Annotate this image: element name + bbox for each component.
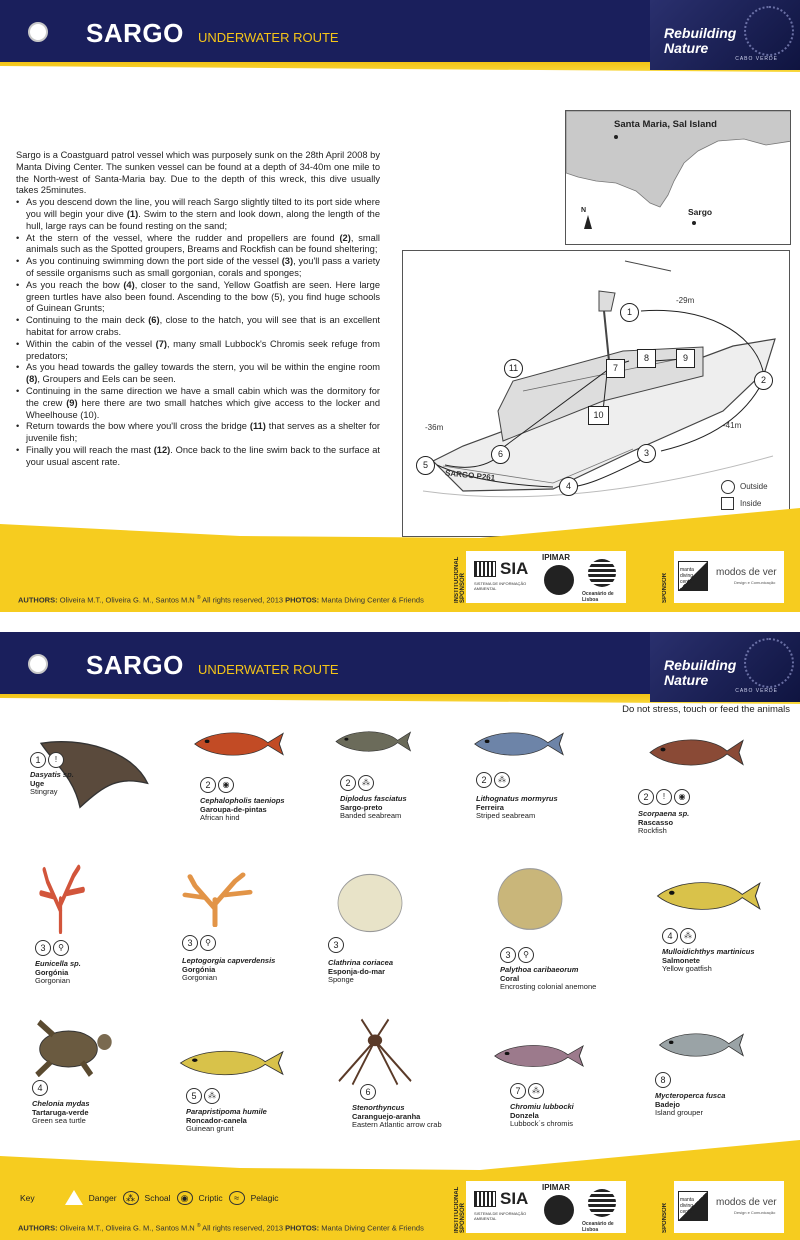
criptic-icon: ◉ xyxy=(218,777,234,793)
legend-inside: Inside xyxy=(740,499,762,508)
route-step-text: Continuing in the same direction we have a small cabin which was the dormitory for the crew xyxy=(26,385,380,408)
modos-logo: modos de ver xyxy=(716,567,777,578)
authors: Oliveira M.T., Oliveira G. M., Santos M.N xyxy=(59,595,195,604)
manta-logo: manta diving center xyxy=(680,567,694,585)
species-badge xyxy=(655,1072,671,1088)
species-number: 2 xyxy=(200,777,216,793)
institutional-label: INSTITUCIONAL SPONSOR xyxy=(454,556,466,603)
footer xyxy=(0,1175,800,1240)
species-badge xyxy=(328,937,344,953)
brand-line2: Nature xyxy=(664,672,709,688)
species-photo xyxy=(655,1025,745,1065)
page-subtitle: UNDERWATER ROUTE xyxy=(198,662,339,677)
species-label xyxy=(340,795,407,821)
species-label xyxy=(182,957,275,983)
species-local-name: Tartaruga-verde xyxy=(32,1107,89,1117)
school-icon: ⁂ xyxy=(494,772,510,788)
sponsor-label: SPONSOR xyxy=(662,572,668,603)
species-badge xyxy=(32,1080,48,1096)
authors-label: AUTHORS: xyxy=(18,1223,58,1232)
species-local-name: Rascasso xyxy=(638,817,674,827)
modos-sub: Design e Comunicação xyxy=(734,1210,776,1215)
species-photo xyxy=(28,864,93,934)
legend-key xyxy=(20,1190,279,1205)
species-scientific-name: Leptogorgia capverdensis xyxy=(182,956,276,965)
species-number: 3 xyxy=(35,940,51,956)
species-badge xyxy=(35,940,69,956)
species-badge xyxy=(186,1088,220,1104)
key-danger: Danger xyxy=(88,1192,117,1203)
species-badge xyxy=(500,947,534,963)
species-common-name: Lubbock´s chromis xyxy=(510,1119,573,1128)
route-point: 3 xyxy=(637,444,656,463)
route-step-text: . Once back to the line swim back to the surface at your usual ascent rate. xyxy=(26,444,381,467)
brand-line2: Nature xyxy=(664,40,709,56)
oceanario-emblem-icon xyxy=(588,559,616,587)
species-local-name: Uge xyxy=(30,778,45,788)
map-wreck-label: Sargo xyxy=(688,207,713,217)
school-icon: ⁂ xyxy=(358,775,374,791)
species-scientific-name: Mycteroperca fusca xyxy=(655,1091,726,1100)
route-step-number: (8) xyxy=(26,374,38,385)
species-label xyxy=(352,1104,442,1130)
hull-name: SARGO P261 xyxy=(444,468,496,483)
rights: All rights reserved, 2013 xyxy=(202,1223,284,1232)
species-scientific-name: Dasyatis sp. xyxy=(30,770,74,779)
species-local-name: Salmonete xyxy=(662,955,700,965)
cabin-point: 10 xyxy=(588,406,609,425)
species-number: 2 xyxy=(476,772,492,788)
species-label xyxy=(655,1092,725,1118)
species-badge xyxy=(662,928,696,944)
cabin-point: 9 xyxy=(676,349,695,368)
pelagic-icon: ⚲ xyxy=(518,947,534,963)
depth-label: -36m xyxy=(425,423,444,432)
route-step xyxy=(16,386,380,421)
species-photo xyxy=(190,724,285,764)
brand-pattern-icon xyxy=(744,638,794,688)
route-point: 5 xyxy=(416,456,435,475)
route-step-text: , you'll pass a variety of sessile organisms such as small gorgonian, corals and sponges; xyxy=(26,256,380,278)
species-label xyxy=(638,810,689,836)
species-badge xyxy=(638,789,690,805)
species-badge xyxy=(340,775,374,791)
species-number: 3 xyxy=(182,935,198,951)
header-dot-icon xyxy=(28,22,48,42)
photos: Manta Diving Center & Friends xyxy=(321,1223,424,1232)
species-number: 2 xyxy=(340,775,356,791)
danger-icon xyxy=(65,1190,83,1205)
key-criptic: Criptic xyxy=(198,1192,223,1203)
route-step-text: Return towards the bow where you'll cross the bridge xyxy=(26,421,250,432)
school-icon: ⁂ xyxy=(123,1191,139,1205)
modos-sub: Design e Comunicação xyxy=(734,580,776,585)
route-step-number: (1) xyxy=(126,208,139,219)
brand-logo xyxy=(650,632,800,702)
route-step-text: Continuing to the main deck xyxy=(26,315,149,326)
species-label xyxy=(500,966,596,992)
route-step-text: , Groupers and Eels can be seen. xyxy=(37,374,176,385)
route-step-text: Within the cabin of the vessel xyxy=(26,338,156,349)
species-scientific-name: Scorpaena sp. xyxy=(638,809,690,818)
species-badge xyxy=(476,772,510,788)
route-point: 4 xyxy=(559,477,578,496)
species-label xyxy=(510,1103,574,1129)
school-icon: ⁂ xyxy=(204,1088,220,1104)
species-common-name: Island grouper xyxy=(655,1108,703,1117)
criptic-icon: ◉ xyxy=(674,789,690,805)
species-common-name: Yellow goatfish xyxy=(662,964,712,973)
pelagic-icon: ⚲ xyxy=(53,940,69,956)
species-badge xyxy=(30,752,64,768)
species-scientific-name: Chelonia mydas xyxy=(32,1099,90,1108)
sponsors xyxy=(674,551,784,603)
route-step-text: At the stern of the vessel, where the rudder and propellers are found xyxy=(26,232,340,243)
route-step xyxy=(16,339,380,363)
rights: All rights reserved, 2013 xyxy=(202,595,284,604)
island-shape xyxy=(566,111,791,245)
species-photo xyxy=(490,1037,585,1075)
species-common-name: Gorgonian xyxy=(182,973,218,982)
cabin-point: 8 xyxy=(637,349,656,368)
species-number: 8 xyxy=(655,1072,671,1088)
species-panel xyxy=(0,632,800,1240)
species-number: 4 xyxy=(662,928,678,944)
species-local-name: Caranguejo-aranha xyxy=(352,1111,421,1121)
panel-gap xyxy=(0,612,800,632)
wreck-diagram xyxy=(402,250,790,537)
route-step-text: Finally you will reach the mast xyxy=(26,444,154,455)
species-common-name: Rockfish xyxy=(638,826,667,835)
page-title: SARGO xyxy=(86,650,184,680)
species-number: 2 xyxy=(638,789,654,805)
species-photo xyxy=(652,872,762,920)
species-scientific-name: Parapristipoma humile xyxy=(186,1107,267,1116)
route-panel xyxy=(0,0,800,612)
sia-sub: SISTEMA DE INFORMAÇÃO AMBIENTAL xyxy=(474,581,527,591)
photos-label: PHOTOS: xyxy=(285,595,320,604)
page-subtitle: UNDERWATER ROUTE xyxy=(198,30,339,45)
route-step-text: As you descend down the line, you will reach Sargo slightly tilted to its port side where you will begin your dive xyxy=(26,197,380,219)
species-label xyxy=(662,948,755,974)
species-common-name: Gorgonian xyxy=(35,976,71,985)
species-label xyxy=(200,797,285,823)
route-step-text: that serves as a shelter for juvenile fish; xyxy=(26,421,380,444)
sponsors xyxy=(674,1181,784,1233)
north-arrow-label: N xyxy=(581,207,587,214)
route-step xyxy=(16,362,380,386)
species-label xyxy=(32,1100,90,1126)
brand-logo xyxy=(650,0,800,70)
species-number: 5 xyxy=(186,1088,202,1104)
route-step xyxy=(16,315,380,339)
brand-sub: CABO VERDE xyxy=(735,688,778,694)
intro-text: Sargo is a Coastguard patrol vessel which was purposely sunk on the 28th April 2008 by Manta Diving Center. The sunken vessel can be found at a depth of 34-40m one mile to the North-west of Santa-Maria bay. Due to the depth of this wreck, this dive usually takes 25minutes. xyxy=(16,150,380,196)
species-number: 6 xyxy=(360,1084,376,1100)
danger-icon: ! xyxy=(48,752,64,768)
ipimar-emblem-icon xyxy=(544,1195,574,1225)
route-step xyxy=(16,197,380,232)
school-icon: ⁂ xyxy=(528,1083,544,1099)
route-step xyxy=(16,445,380,469)
species-label xyxy=(186,1108,267,1134)
route-step-text: As you continuing swimming down the port side of the vessel xyxy=(26,256,282,267)
species-local-name: Sargo-preto xyxy=(340,802,383,812)
institutional-sponsors xyxy=(466,1181,626,1233)
institutional-sponsors xyxy=(466,551,626,603)
route-step-text: , closer to the sand, Yellow Goatfish are seen. Here large green turtles have also been found. Ascending to the bow (5), you find huge schools of Guinean Grunts; xyxy=(26,279,380,314)
credits: AUTHORS: Oliveira M.T., Oliveira G. M., Santos M.N ® All rights reserved, 2013 PHOTOS: Manta Diving Center & Friends xyxy=(18,594,424,604)
cabin-point: 7 xyxy=(606,359,625,378)
route-step-text: As you reach the bow xyxy=(26,279,124,290)
brand-line1: Rebuilding xyxy=(664,657,737,673)
route-step-number: (4) xyxy=(123,279,135,290)
legend-outside: Outside xyxy=(740,482,768,491)
map-place-label: Santa Maria, Sal Island xyxy=(614,119,717,130)
authors: Oliveira M.T., Oliveira G. M., Santos M.N xyxy=(59,1223,195,1232)
species-common-name: Sponge xyxy=(328,975,354,984)
depth-label: -41m xyxy=(723,421,742,430)
species-scientific-name: Chromiu lubbocki xyxy=(510,1102,574,1111)
species-common-name: Stingray xyxy=(30,787,58,796)
route-step-number: (9) xyxy=(66,397,78,408)
route-step xyxy=(16,280,380,315)
species-photo xyxy=(165,872,265,927)
species-photo xyxy=(175,1042,285,1084)
wreck-drawing xyxy=(403,251,790,537)
species-badge xyxy=(182,935,216,951)
species-common-name: Eastern Atlantic arrow crab xyxy=(352,1120,442,1129)
species-number: 3 xyxy=(328,937,344,953)
species-scientific-name: Diplodus fasciatus xyxy=(340,794,407,803)
species-scientific-name: Stenorthyncus xyxy=(352,1103,405,1112)
route-point: 2 xyxy=(754,371,773,390)
species-label xyxy=(30,771,74,797)
route-step-number: (12) xyxy=(153,444,171,455)
photos-label: PHOTOS: xyxy=(285,1223,320,1232)
species-number: 1 xyxy=(30,752,46,768)
sia-sub: SISTEMA DE INFORMAÇÃO AMBIENTAL xyxy=(474,1211,527,1221)
species-photo xyxy=(645,730,745,775)
species-number: 7 xyxy=(510,1083,526,1099)
species-number: 4 xyxy=(32,1080,48,1096)
sia-logo: SIA xyxy=(500,1189,529,1208)
photos: Manta Diving Center & Friends xyxy=(321,595,424,604)
route-step-text: here there are two small hatches which give access to the locker and Wheelhouse (10). xyxy=(26,397,380,420)
species-local-name: Garoupa-de-pintas xyxy=(200,804,267,814)
oceanario-logo: Oceanário de Lisboa xyxy=(582,591,614,603)
route-step-number: (11) xyxy=(249,421,266,432)
species-scientific-name: Mulloidichthys martinicus xyxy=(662,947,755,956)
school-icon: ⁂ xyxy=(680,928,696,944)
species-scientific-name: Clathrina coriacea xyxy=(328,958,394,967)
brand-line1: Rebuilding xyxy=(664,25,737,41)
ipimar-logo: IPIMAR xyxy=(542,1183,570,1192)
key-pelagic: Pelagic xyxy=(250,1192,279,1203)
route-point: 11 xyxy=(504,359,523,378)
route-step-text: As you head towards the galley towards the stern, you wil be within the engine room xyxy=(26,362,380,373)
key-schoal: Schoal xyxy=(144,1192,171,1203)
species-badge xyxy=(200,777,234,793)
species-local-name: Roncador-canela xyxy=(186,1115,247,1125)
route-step-number: (6) xyxy=(148,315,160,326)
ipimar-emblem-icon xyxy=(544,565,574,595)
legend-inside-icon xyxy=(721,497,734,510)
sponsor-label: SPONSOR xyxy=(662,1202,668,1233)
species-local-name: Coral xyxy=(500,973,520,983)
species-number: 3 xyxy=(500,947,516,963)
species-local-name: Badejo xyxy=(655,1099,681,1109)
species-badge xyxy=(360,1084,376,1100)
species-label xyxy=(476,795,558,821)
route-step-text: , close to the hatch, you will see that is an excellent habitat for arrow crabs. xyxy=(26,315,380,337)
legend-outside-icon xyxy=(721,480,735,494)
species-scientific-name: Palythoa caribaeorum xyxy=(500,965,579,974)
modos-logo: modos de ver xyxy=(716,1197,777,1208)
danger-icon: ! xyxy=(656,789,672,805)
brand-sub: CABO VERDE xyxy=(735,56,778,62)
brand-pattern-icon xyxy=(744,6,794,56)
route-steps xyxy=(16,197,380,468)
location-map xyxy=(565,110,791,245)
species-photo xyxy=(28,1017,118,1077)
route-step-text: , small animals such as the Spotted groupers, Breams and Rockfish can be found sheltering; xyxy=(26,232,380,255)
species-local-name: Ferreira xyxy=(476,802,504,812)
page-title: SARGO xyxy=(86,18,184,48)
authors-label: AUTHORS: xyxy=(18,595,58,604)
species-scientific-name: Eunicella sp. xyxy=(35,959,81,968)
species-local-name: Gorgónia xyxy=(35,967,69,977)
criptic-icon: ◉ xyxy=(177,1191,193,1205)
route-step-text: , many small Lubbock's Chromis seek refuge from predators; xyxy=(26,338,380,361)
sia-logo-icon xyxy=(474,561,496,577)
route-point: 1 xyxy=(620,303,639,322)
manta-logo: manta diving center xyxy=(680,1197,694,1215)
footer xyxy=(0,545,800,612)
species-photo xyxy=(332,724,412,759)
species-local-name: Donzela xyxy=(510,1110,539,1120)
oceanario-emblem-icon xyxy=(588,1189,616,1217)
species-photo xyxy=(330,1017,420,1087)
institutional-label: INSTITUCIONAL SPONSOR xyxy=(454,1186,466,1233)
route-description xyxy=(16,150,380,469)
species-local-name: Gorgónia xyxy=(182,964,216,974)
warning-note: Do not stress, touch or feed the animals xyxy=(622,704,790,715)
route-step-number: (7) xyxy=(155,338,167,349)
depth-label: -29m xyxy=(676,296,695,305)
route-point: 6 xyxy=(491,445,510,464)
route-step xyxy=(16,256,380,280)
species-common-name: Encrosting colonial anemone xyxy=(500,982,597,991)
species-badge xyxy=(510,1083,544,1099)
species-common-name: Banded seabream xyxy=(340,811,402,820)
species-common-name: Guinean grunt xyxy=(186,1124,234,1133)
sia-logo-icon xyxy=(474,1191,496,1207)
species-scientific-name: Lithognatus mormyrus xyxy=(476,794,558,803)
credits: AUTHORS: Oliveira M.T., Oliveira G. M., Santos M.N ® All rights reserved, 2013 PHOTOS: Manta Diving Center & Friends xyxy=(18,1222,424,1232)
species-photo xyxy=(490,864,570,934)
oceanario-logo: Oceanário de Lisboa xyxy=(582,1221,614,1233)
species-label xyxy=(328,959,393,985)
species-local-name: Esponja-do-mar xyxy=(328,966,386,976)
route-step xyxy=(16,421,380,445)
species-common-name: African hind xyxy=(200,813,240,822)
route-step-number: (3) xyxy=(281,256,294,267)
species-common-name: Green sea turtle xyxy=(32,1116,86,1125)
species-photo xyxy=(330,870,410,936)
ipimar-logo: IPIMAR xyxy=(542,553,570,562)
key-label: Key xyxy=(20,1192,35,1203)
sia-logo: SIA xyxy=(500,559,529,578)
species-scientific-name: Cephalopholis taeniops xyxy=(200,796,285,805)
species-common-name: Striped seabream xyxy=(476,811,536,820)
pelagic-icon: ≈ xyxy=(229,1191,245,1205)
pelagic-icon: ⚲ xyxy=(200,935,216,951)
route-step-text: . Swim to the stern and look down, along the length of the hull, large rays can be found resting on the sand; xyxy=(26,208,381,231)
species-label xyxy=(35,960,81,986)
species-photo xyxy=(470,724,565,764)
route-step xyxy=(16,233,380,257)
header-dot-icon xyxy=(28,654,48,674)
route-step-number: (2) xyxy=(339,232,351,243)
